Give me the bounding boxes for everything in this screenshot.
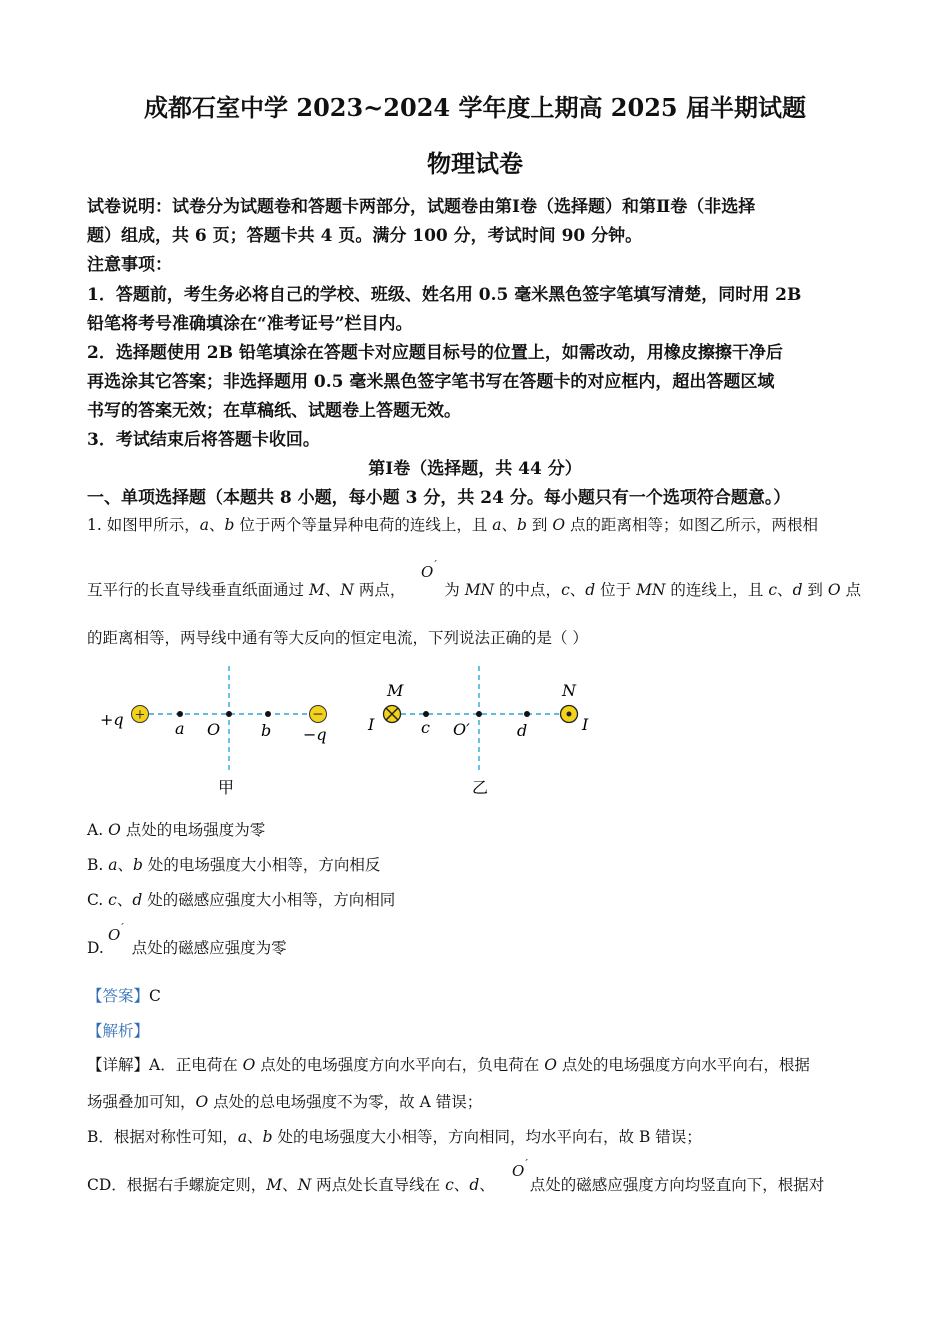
option-A: A. O 点处的电场强度为零 xyxy=(87,821,266,839)
answer-tag: 【答案】 xyxy=(87,987,150,1005)
note-2c: 书写的答案无效；在草稿纸、试题卷上答题无效。 xyxy=(87,401,461,421)
label-c: c xyxy=(421,718,430,737)
o-prime-label-2: O′ xyxy=(108,921,124,944)
note-1b: 铅笔将考号准确填涂在“准考证号”栏目内。 xyxy=(87,314,413,334)
option-C: C. c、d 处的磁感应强度大小相等，方向相同 xyxy=(87,891,396,909)
option-B: B. a、b 处的电场强度大小相等，方向相反 xyxy=(87,856,381,874)
label-a: a xyxy=(175,719,185,738)
note-1a: 1．答题前，考生务必将自己的学校、班级、姓名用 0.5 毫米黑色签字笔填写清楚，同时用 2B xyxy=(87,285,802,305)
detail-line-1: 【详解】A．正电荷在 O 点处的电场强度方向水平向右，负电荷在 O 点处的电场强度方向水平向右，根据 xyxy=(87,1056,810,1074)
instructions-line-2: 题）组成，共 6 页；答题卡共 4 页。满分 100 分，考试时间 90 分钟。 xyxy=(87,226,643,246)
point-d-dot xyxy=(524,711,530,717)
figure-jia-yi xyxy=(90,662,610,802)
question-1-line-1: 1. 如图甲所示，a、b 位于两个等量异种电荷的连线上，且 a、b 到 O 点的距离相等；如图乙所示，两根相 xyxy=(87,516,818,534)
exam-title: 成都石室中学 2023~2024 学年度上期高 2025 届半期试题 xyxy=(144,93,806,122)
detail-line-4: CD．根据右手螺旋定则，M、N 两点处长直导线在 c、d、 点处的磁感应强度方向均竖直向下，根据对 xyxy=(87,1176,825,1194)
point-b-dot xyxy=(265,711,271,717)
detail-line-3: B．根据对称性可知，a、b 处的电场强度大小相等，方向相同，均水平向右，故 B 错误； xyxy=(87,1128,702,1146)
point-a-dot xyxy=(177,711,183,717)
svg-text:+: + xyxy=(134,707,146,723)
section-title: 第Ⅰ卷（选择题，共 44 分） xyxy=(368,459,582,479)
point-c-dot xyxy=(423,711,429,717)
part-title: 一、单项选择题（本题共 8 小题，每小题 3 分，共 24 分。每小题只有一个选项符合题意。） xyxy=(87,488,791,508)
label-O: O xyxy=(207,720,221,739)
point-O-prime-dot xyxy=(476,711,482,717)
instructions-line-1: 试卷说明：试卷分为试题卷和答题卡两部分，试题卷由第Ⅰ卷（选择题）和第Ⅱ卷（非选择 xyxy=(87,197,756,217)
label-I-right: I xyxy=(582,715,589,734)
label-b: b xyxy=(261,721,272,740)
label-O-prime: O′ xyxy=(453,720,470,739)
current-out-of-page-icon xyxy=(561,706,578,723)
o-prime-label-1: O′ xyxy=(421,558,437,581)
exam-subtitle: 物理试卷 xyxy=(427,149,523,178)
note-2a: 2．选择题使用 2B 铅笔填涂在答题卡对应题目标号的位置上，如需改动，用橡皮擦擦干净后 xyxy=(87,343,783,363)
label-I-left: I xyxy=(368,715,375,734)
note-2b: 再选涂其它答案；非选择题用 0.5 毫米黑色签字笔书写在答题卡的对应框内，超出答题区域 xyxy=(87,372,775,392)
question-1-line-3: 的距离相等，两导线中通有等大反向的恒定电流，下列说法正确的是（ ） xyxy=(87,629,588,647)
question-1-line-2: 互平行的长直导线垂直纸面通过 M、N 两点， 为 MN 的中点，c、d 位于 MN 的连线上，且 c、d 到 O 点 xyxy=(87,581,862,599)
option-D: D. 点处的磁感应强度为零 xyxy=(87,939,287,957)
label-minus-q: −q xyxy=(303,725,327,744)
answer-value: C xyxy=(149,987,161,1005)
answer-line xyxy=(87,984,161,1006)
svg-text:−: − xyxy=(312,706,324,723)
label-N: N xyxy=(562,681,576,700)
detail-line-2: 场强叠加可知，O 点处的总电场强度不为零，故 A 错误； xyxy=(87,1093,483,1111)
o-prime-label-3: O′ xyxy=(512,1157,528,1180)
label-yi: 乙 xyxy=(472,778,489,797)
label-M: M xyxy=(387,681,404,700)
analysis-tag: 【解析】 xyxy=(87,1022,150,1040)
label-d: d xyxy=(517,721,528,740)
label-plus-q: +q xyxy=(100,710,124,729)
point-O-dot xyxy=(226,711,232,717)
notes-title: 注意事项： xyxy=(87,255,172,275)
label-jia: 甲 xyxy=(218,778,235,797)
note-3: 3．考试结束后将答题卡收回。 xyxy=(87,430,320,450)
current-into-page-icon xyxy=(384,706,401,723)
